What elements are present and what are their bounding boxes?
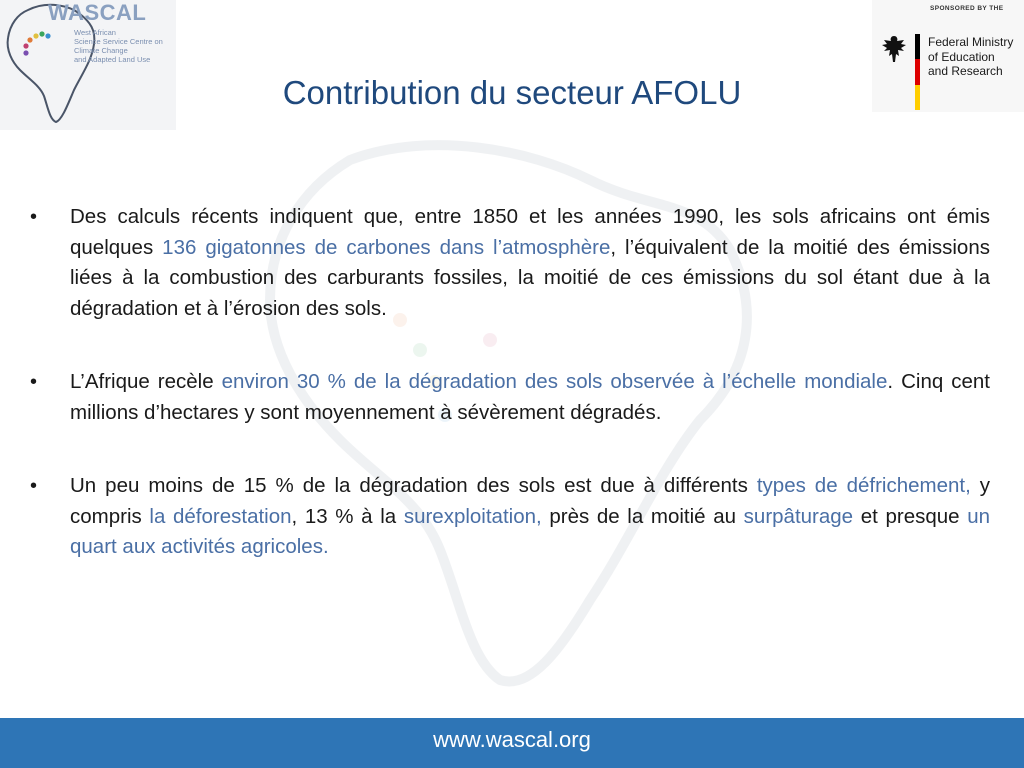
slide-title: Contribution du secteur AFOLU: [282, 74, 742, 111]
ministry-name-line: Federal Ministry: [928, 35, 1014, 49]
bullet-marker: •: [30, 475, 38, 497]
highlighted-text: types de défrichement,: [756, 474, 971, 497]
bullet-text: Un peu moins de 15 % de la dégradation des sols est due à différents: [70, 474, 757, 497]
sponsored-by-label: SPONSORED BY THE: [930, 5, 1004, 12]
ministry-name: [928, 35, 1013, 79]
bullet-text: . Cinq cent millions d’hectares y sont moyennement à sévèrement dégradés.: [70, 370, 990, 424]
highlighted-text: surexploitation,: [403, 504, 542, 528]
bullet-text: près de la moitié au: [541, 504, 744, 528]
bullet-marker: •: [30, 206, 38, 228]
bullet-item: [28, 367, 990, 428]
highlighted-text: 136 gigatonnes de carbones dans l’atmosphère: [162, 235, 611, 259]
highlighted-text: environ 30 % de la dégradation des sols observée à l’échelle mondiale: [221, 370, 888, 393]
federal-eagle-icon: [880, 34, 908, 64]
logo-wordmark: WASCAL: [48, 0, 147, 25]
bullet-marker: •: [30, 371, 38, 393]
logo-subtitle-line: West African: [74, 28, 116, 37]
bullet-text: , l’équivalent de la moitié des émissions liées à la combustion des carburants fossiles, la moitié de ces émissions du sol étant due à la dégradation et à l’érosion des sols.: [70, 235, 990, 320]
bullet-item: [28, 202, 990, 324]
bullet-text: et presque: [853, 504, 968, 528]
highlighted-text: un quart aux activités agricoles.: [70, 504, 991, 558]
bullet-item: [28, 471, 990, 563]
logo-subtitle-line: Climate Change: [74, 46, 128, 55]
highlighted-text: la déforestation: [149, 504, 292, 528]
footer-website-link[interactable]: www.wascal.org: [433, 727, 591, 752]
bullet-text: L’Afrique recèle: [70, 370, 222, 393]
bullet-list: [28, 202, 990, 606]
bullet-text: y compris: [70, 474, 990, 528]
bullet-text: Des calculs récents indiquent que, entre 1850 et les années 1990, les sols africains ont émis quelques: [70, 205, 990, 259]
ministry-name-line: and Research: [928, 64, 1003, 78]
logo-subtitle-line: Science Service Centre on: [74, 37, 163, 46]
bullet-text: , 13 % à la: [291, 504, 404, 528]
highlighted-text: surpâturage: [743, 504, 854, 528]
logo-subtitle-line: and Adapted Land Use: [74, 55, 151, 64]
ministry-name-line: of Education: [928, 49, 995, 64]
